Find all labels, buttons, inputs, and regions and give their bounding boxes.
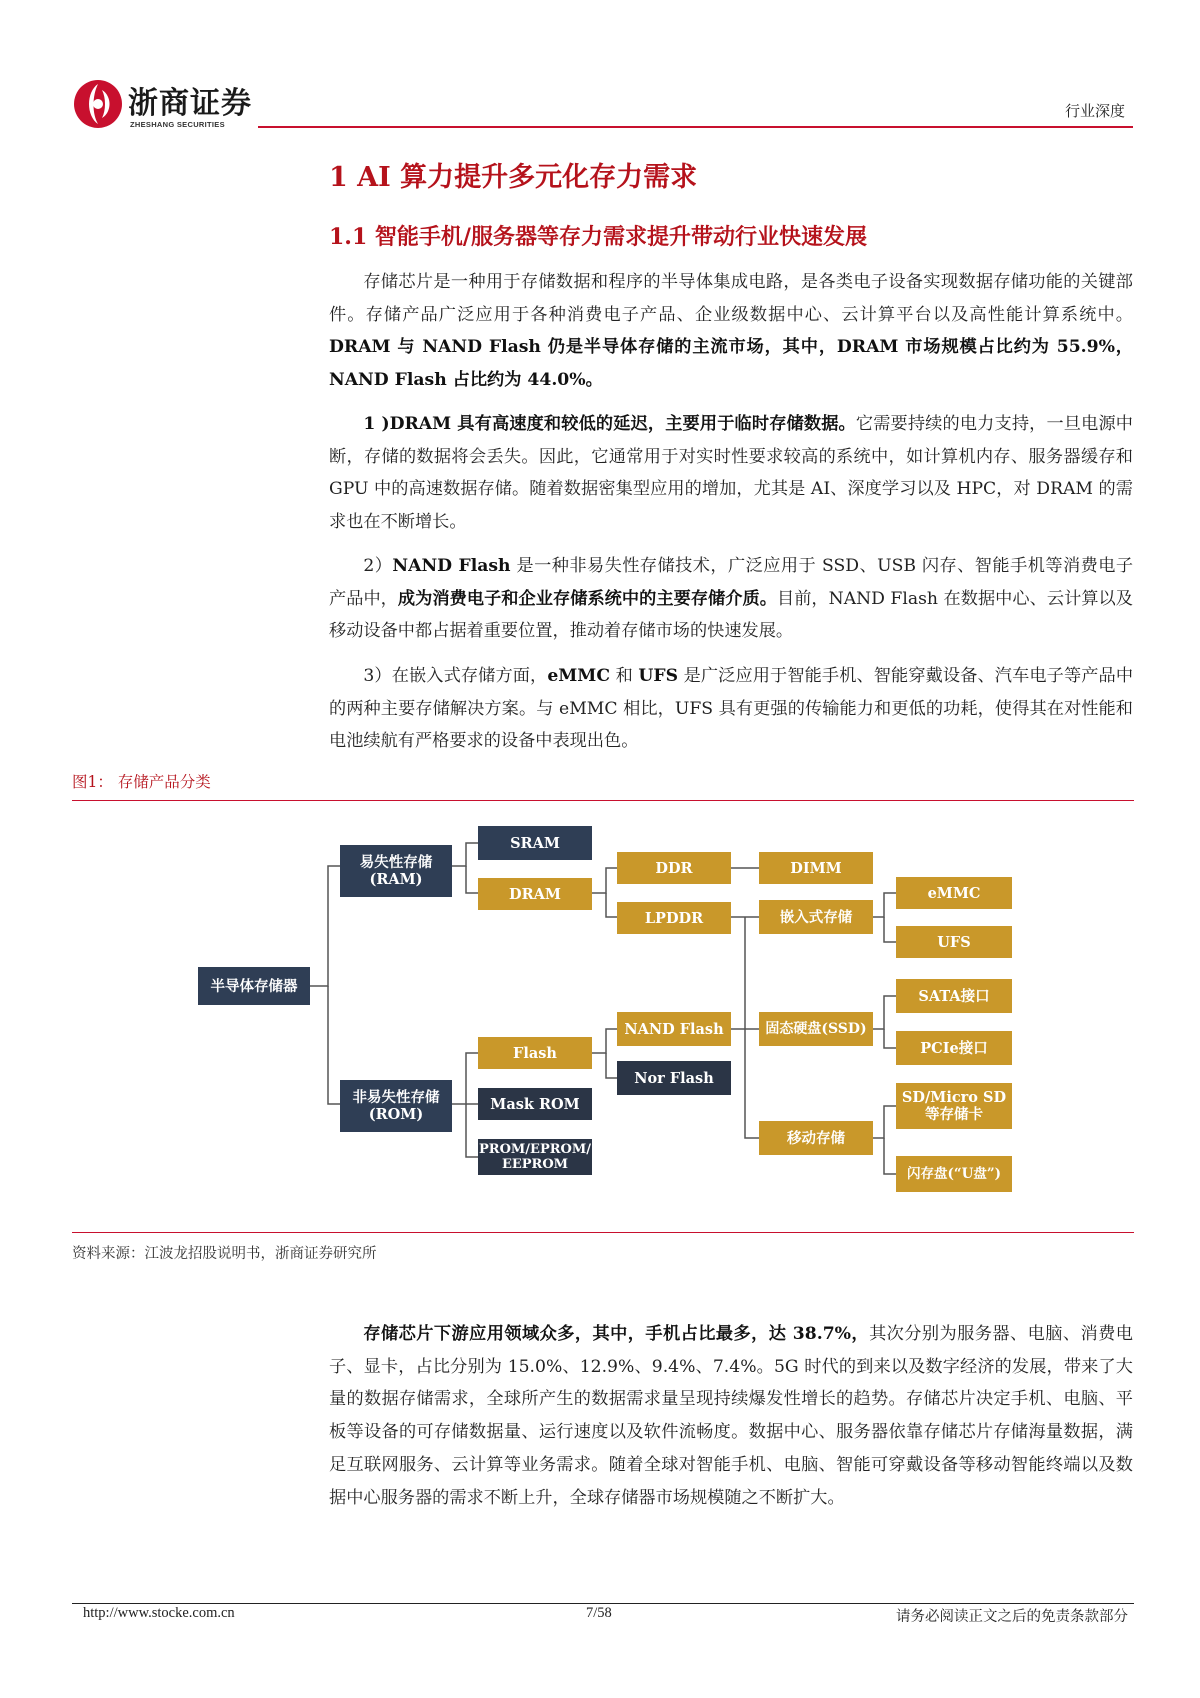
and-text: 和 (610, 666, 639, 686)
figure-title: 图1： 存储产品分类 (72, 773, 211, 791)
node-dram: DRAM (478, 878, 592, 910)
node-nonvolatile-rom: 非易失性存储 (ROM) (340, 1080, 452, 1132)
node-mobile-storage: 移动存储 (759, 1121, 873, 1155)
node-ufs: UFS (896, 926, 1012, 958)
node-nor-flash: Nor Flash (617, 1061, 731, 1095)
node-prom-eprom-eeprom: PROM/EPROM/ EEPROM (478, 1139, 592, 1175)
figure-source: 资料来源：江波龙招股说明书，浙商证券研究所 (72, 1246, 377, 1262)
footer-rule (72, 1603, 1134, 1604)
node-sata: SATA接口 (896, 979, 1012, 1013)
report-type-tag: 行业深度 (1064, 102, 1125, 120)
figure-bottom-rule (72, 1232, 1134, 1233)
node-sram: SRAM (478, 826, 592, 860)
node-volatile-ram: 易失性存储 (RAM) (340, 845, 452, 897)
ufs-term: UFS (638, 666, 679, 686)
downstream-text: 其次分别为服务器、电脑、消费电子、显卡，占比分别为 15.0%、12.9%、9.4%、7.4%。5G 时代的到来以及数字经济的发展，带来了大量的数据存储需求，全球所产生的数据需求量呈现持续爆发性增长的趋势。存储芯片决定手机、电脑、平板等设备的可存储数据量、运行速度以及软件流畅度。数据中心、服务器依靠存储芯片存储海量数据，满足互联网服务、云计算等业务需求。随着全球对智能手机、电脑、智能可穿戴设备等移动智能终端以及数据中心服务器的需求不断上升，全球存储器市场规模随之不断扩大。 (329, 1324, 1133, 1508)
disclaimer-note: 请务必阅读正文之后的免责条款部分 (896, 1609, 1128, 1625)
logo-subtitle: ZHESHANG SECURITIES (130, 120, 225, 129)
node-nand-flash: NAND Flash (617, 1012, 731, 1046)
nand-term: NAND Flash (392, 556, 511, 576)
downstream-emphasis: 存储芯片下游应用领域众多，其中，手机占比最多，达 38.7%， (363, 1324, 870, 1344)
node-mask-rom: Mask ROM (478, 1088, 592, 1120)
intro-text: 存储芯片是一种用于存储数据和程序的半导体集成电路，是各类电子设备实现数据存储功能的关键部件。存储产品广泛应用于各种消费电子产品、企业级数据中心、云计算平台以及高性能计算系统中。 (329, 272, 1133, 325)
paragraph-downstream (329, 1318, 1133, 1514)
dram-text: 它需要持续的电力支持，一旦电源中断，存储的数据将会丢失。因此，它通常用于对实时性要求较高的系统中，如计算机内存、服务器缓存和 GPU 中的高速数据存储。随着数据密集型应用的增加，尤其是 AI、深度学习以及 HPC，对 DRAM 的需求也在不断增长。 (329, 414, 1133, 533)
logo-text: 浙商证券 (128, 86, 252, 121)
nand-text: 是一种非易失性存储技术，广泛应用于 SSD、USB 闪存、智能手机等消费电子产品中， (329, 556, 1134, 609)
node-usb-drive: 闪存盘(“U盘”) (896, 1156, 1012, 1192)
node-embedded-storage: 嵌入式存储 (759, 900, 873, 934)
node-sd-card: SD/Micro SD 等存储卡 (896, 1083, 1012, 1129)
node-ssd: 固态硬盘(SSD) (759, 1012, 873, 1046)
nand-text-2: 目前，NAND Flash 在数据中心、云计算以及移动设备中都占据着重要位置，推动着存储市场的快速发展。 (329, 588, 1133, 642)
emmc-term: eMMC (547, 666, 610, 686)
node-flash: Flash (478, 1037, 592, 1069)
page-number: 7/58 (586, 1605, 612, 1621)
node-dimm: DIMM (759, 852, 873, 884)
footer-url-link[interactable]: http://www.stocke.com.cn (83, 1605, 235, 1621)
intro-emphasis: DRAM 与 NAND Flash 仍是半导体存储的主流市场，其中，DRAM 市场规模占比约为 55.9%，NAND Flash 占比约为 44.0%。 (329, 337, 1133, 391)
subsection-heading: 1.1 智能手机/服务器等存力需求提升带动行业快速发展 (329, 224, 867, 250)
embedded-index: 3）在嵌入式存储方面， (363, 666, 548, 686)
embedded-text: 是广泛应用于智能手机、智能穿戴设备、汽车电子等产品中的两种主要存储解决方案。与 eMMC 相比，UFS 具有更强的传输能力和更低的功耗，使得其在对性能和电池续航有严格要求的设备中表现出色。 (329, 666, 1134, 752)
nand-index: 2） (363, 556, 393, 576)
node-pcie: PCIe接口 (896, 1031, 1012, 1065)
section-heading: 1 AI 算力提升多元化存力需求 (329, 162, 698, 193)
node-emmc: eMMC (896, 877, 1012, 909)
node-ddr: DDR (617, 852, 731, 884)
nand-emphasis: 成为消费电子和企业存储系统中的主要存储介质。 (397, 588, 777, 609)
node-lpddr: LPDDR (617, 902, 731, 934)
node-semiconductor-memory: 半导体存储器 (198, 967, 310, 1005)
dram-emphasis: 1 )DRAM 具有高速度和较低的延迟，主要用于临时存储数据。 (363, 414, 856, 434)
